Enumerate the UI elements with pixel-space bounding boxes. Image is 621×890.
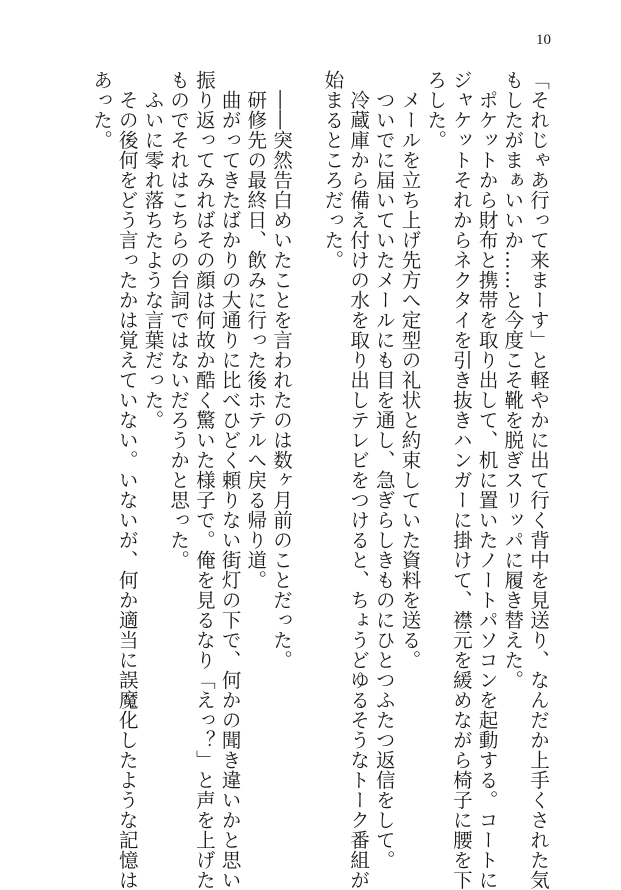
body-text — [69, 70, 551, 890]
text-line: ついでに届いていたメールにも目を通し、急ぎらしきものにひとつふたつ返信をして。 — [372, 70, 396, 870]
text-line: 「それじゃあ行って来まーす」と軽やかに出て行く背中を見送り、なんだか上手くされた気 — [527, 70, 550, 890]
text-line: ポケットから財布と携帯を取り出して、机に置いたノートパソコンを起動する。コートに — [475, 70, 499, 890]
text-line: ものでそれはこちらの台詞ではないだろうかと思った。 — [167, 70, 191, 570]
text-line: 始まるところだった。 — [321, 70, 345, 270]
text-line: もしたがまぁいいか……と今度こそ靴を脱ぎスリッパに履き替えた。 — [501, 70, 525, 690]
text-line: あった。 — [90, 70, 114, 150]
text-line: 冷蔵庫から備え付けの水を取り出しテレビをつけると、ちょうどゆるそうなトーク番組が — [347, 70, 371, 890]
text-line: その後何をどう言ったかは覚えていない。いないが、何か適当に誤魔化したような記憶は — [115, 70, 139, 890]
blank-line — [294, 70, 320, 840]
text-line: 曲がってきたばかりの大通りに比べひどく頼りない街灯の下で、何かの聞き違いかと思い — [218, 70, 242, 890]
text-line: 振り返ってみればその顔は何故か酷く驚いた様子で。俺を見るなり「えっ？」と声を上げた — [192, 70, 216, 890]
text-line: メールを立ち上げ先方へ定型の礼状と約束していた資料を送る。 — [398, 70, 422, 670]
text-line: 研修先の最終日、飲みに行った後ホテルへ戻る帰り道。 — [244, 70, 268, 590]
text-line: ――突然告白めいたことを言われたのは数ヶ月前のことだった。 — [269, 70, 293, 670]
page-number: 10 — [536, 32, 551, 48]
text-line: ふいに零れ落ちたような言葉だった。 — [141, 70, 165, 430]
text-line: ろした。 — [424, 70, 448, 150]
text-line: ジャケットそれからネクタイを引き抜きハンガーに掛けて、襟元を緩めながら椅子に腰を下 — [449, 70, 473, 890]
